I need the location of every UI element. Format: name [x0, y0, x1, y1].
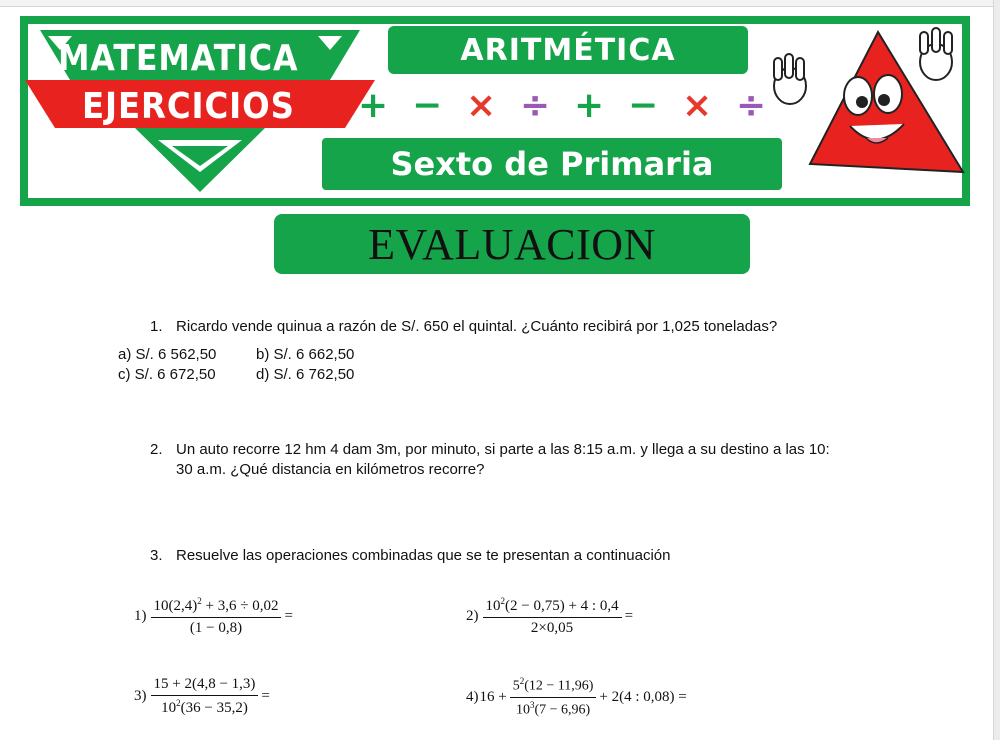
formula-denominator: $10^2(36 - 35,2)$ — [161, 698, 248, 716]
formula-label: 1) — [134, 608, 147, 624]
option-a: a) S/. 6 562,50 — [118, 346, 217, 363]
grade-label: Sexto de Primaria — [390, 145, 714, 183]
formula-2 — [466, 596, 633, 637]
formula-label: 4) — [466, 688, 479, 705]
question-number: 3. — [150, 547, 163, 564]
mascot-pupil-left — [856, 96, 868, 108]
grade-pill — [322, 138, 782, 190]
operator-symbol: + — [358, 85, 389, 126]
operator-symbol: ÷ — [736, 85, 767, 126]
mascot-eye-left — [844, 77, 872, 115]
operator-symbol: + — [574, 85, 605, 126]
formula-fraction — [510, 676, 597, 718]
formula-numerator: $10(2,4)^2 + 3,6 \div 0,02$ — [151, 596, 282, 618]
formula-fraction — [151, 596, 282, 637]
subject-pill — [388, 26, 748, 74]
question-2 — [150, 440, 940, 460]
operator-symbol: × — [682, 85, 713, 126]
mascot-hand-left — [774, 54, 806, 104]
question-number: 1. — [150, 318, 163, 335]
logo-text-ejercicios: EJERCICIOS — [82, 86, 295, 127]
question-2-line2: 30 a.m. ¿Qué distancia en kilómetros recorre? — [176, 461, 485, 478]
formula-fraction — [483, 596, 622, 637]
mascot-eye-right — [874, 75, 902, 113]
formula-fraction — [151, 676, 259, 717]
equals-sign: = — [284, 608, 293, 624]
evaluation-title: EVALUACION — [368, 219, 656, 269]
mascot-pupil-right — [878, 94, 890, 106]
question-1 — [150, 317, 777, 337]
operator-row — [358, 84, 778, 128]
formula-denominator: (1 − 0,8) — [189, 620, 243, 636]
formula-denominator: 2×0,05 — [530, 620, 574, 636]
formula-1 — [134, 596, 293, 637]
formula-suffix: + 2(4 : 0,08) = — [599, 688, 687, 705]
logo-text-matematica: MATEMATICA — [58, 38, 299, 79]
evaluation-title-box — [274, 214, 750, 274]
operator-symbol: − — [628, 85, 659, 126]
formula-label: 2) — [466, 608, 479, 624]
option-b: b) S/. 6 662,50 — [256, 346, 355, 363]
question-text: Resuelve las operaciones combinadas que se te presentan a continuación — [176, 547, 671, 564]
formula-4 — [466, 676, 687, 718]
question-number: 2. — [150, 441, 163, 458]
question-text: Ricardo vende quinua a razón de S/. 650 el quintal. ¿Cuánto recibirá por 1,025 toneladas? — [176, 318, 778, 335]
equals-sign: = — [261, 688, 270, 704]
operator-symbol: ÷ — [520, 85, 551, 126]
formula-denominator: $10^3(7 - 6,96)$ — [515, 699, 591, 718]
question-3 — [150, 546, 671, 566]
operator-symbol: × — [466, 85, 497, 126]
formula-label: 3) — [134, 688, 147, 704]
option-d: d) S/. 6 762,50 — [256, 366, 355, 383]
triangle-mascot-icon — [758, 14, 968, 204]
mascot-hand-right — [920, 28, 952, 80]
viewer-scrollbar[interactable] — [993, 0, 1000, 740]
formula-numerator: $10^2(2 - 0,75) + 4$ : 0,4 — [483, 596, 622, 618]
equals-sign: = — [624, 608, 634, 624]
operator-symbol: − — [412, 85, 443, 126]
formula-numerator: $5^2(12 - 11,96)$ — [510, 676, 597, 698]
formula-prefix: 16 + — [479, 688, 507, 705]
formula-3 — [134, 676, 270, 717]
option-c: c) S/. 6 672,50 — [118, 366, 216, 383]
subject-label: ARITMÉTICA — [460, 32, 676, 68]
question-text-line1: Un auto recorre 12 hm 4 dam 3m, por minuto, si parte a las 8:15 a.m. y llega a su destino a las 10: — [176, 441, 830, 458]
formula-numerator: 15 + 2(4,8 − 1,3) — [151, 676, 259, 696]
